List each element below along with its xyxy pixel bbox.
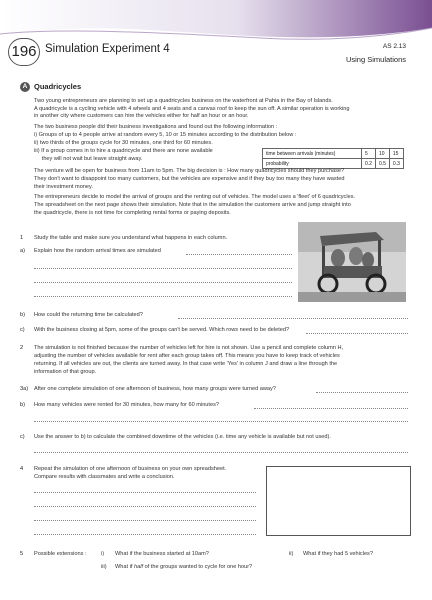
question-text: Explain how the random arrival times are simulated <box>34 248 161 254</box>
page-number: 196 <box>8 38 40 66</box>
question-number: 1 <box>20 235 24 241</box>
question-label: b) <box>20 402 25 408</box>
question-text: adjusting the number of vehicles available for rent after each group takes off. This means you have to keep track of vehicles <box>34 353 340 359</box>
answer-line[interactable] <box>316 392 408 393</box>
fact-line: they will not wait but leave straight away. <box>34 156 143 162</box>
answer-line[interactable] <box>34 506 256 507</box>
question-text: Compare results with classmates and write a conclusion. <box>34 474 175 480</box>
answer-line[interactable] <box>34 268 292 269</box>
table-cell: probability <box>263 159 362 169</box>
question-label: a) <box>20 248 25 254</box>
header-band <box>0 0 432 80</box>
question-text: After one complete simulation of one afternoon of business, how many groups were turned away? <box>34 386 276 392</box>
page-title: Simulation Experiment 4 <box>45 43 170 55</box>
answer-line[interactable] <box>34 282 292 283</box>
venture-line: their investment money. <box>34 184 93 190</box>
quadricycle-photo-icon <box>298 222 406 302</box>
extension-label: i) <box>101 551 105 557</box>
question-text: Possible extensions : <box>34 551 87 557</box>
question-text: information of that group. <box>34 369 97 375</box>
fact-line: ii) two thirds of the groups cycle for 30 minutes, one third for 60 minutes. <box>34 140 213 146</box>
answer-line[interactable] <box>34 520 256 521</box>
intro-line: The two business people did their business investigations and found out the following information : <box>34 124 278 130</box>
table-cell: 0.3 <box>389 159 403 169</box>
question-text: Use the answer to b) to calculate the combined downtime of the vehicles (i.e. time any vehicle is available but not used). <box>34 434 331 440</box>
table-cell: 10 <box>375 149 389 159</box>
extension-text: What if they had 5 vehicles? <box>303 551 373 557</box>
question-number: 2 <box>20 345 24 351</box>
answer-line[interactable] <box>34 492 256 493</box>
extension-text-pre: What if <box>115 564 133 570</box>
intro-line: in another city where customers can hire the vehicles either for half an hour or an hour. <box>34 113 249 119</box>
probability-table <box>262 148 404 169</box>
venture-line: the quadricycle, there is not time for completing rental forms or paying deposits. <box>34 210 231 216</box>
question-text: How many vehicles were rented for 30 minutes, how many for 60 minutes? <box>34 402 219 408</box>
extension-text-post: of the groups wanted to cycle for one hour? <box>144 564 253 570</box>
question-number: 4 <box>20 466 24 472</box>
chapter-subtitle: Using Simulations <box>345 55 406 64</box>
answer-box[interactable] <box>266 466 411 536</box>
fact-line: i) Groups of up to 4 people arrive at random every 5, 10 or 15 minutes according to the distribution below : <box>34 132 297 138</box>
question-label: c) <box>20 434 25 440</box>
table-cell: time between arrivals (minutes) <box>263 149 362 159</box>
fact-line: iii) If a group comes in to hire a quadricycle and there are none available <box>34 148 213 154</box>
question-text: How could the returning time be calculated? <box>34 312 143 318</box>
table-row <box>263 159 404 169</box>
table-cell: 5 <box>362 149 376 159</box>
section-title: Quadricycles <box>34 82 82 91</box>
table-cell: 15 <box>389 149 403 159</box>
question-text: The simulation is not finished because the number of vehicles left for hire is not shown. Use a pencil and complete column H, <box>34 345 344 351</box>
venture-line: The venture will be open for business from 11am to 5pm. The big decision is : How many quadricycles should they purchase? <box>34 168 345 174</box>
intro-line: A quadricycle is a cycling vehicle with 4 wheels and 4 seats and a canvas roof to keep the sun off. A similar operation is working <box>34 106 350 112</box>
answer-line[interactable] <box>254 408 408 409</box>
question-text: Repeat the simulation of one afternoon of business on your own spreadsheet. <box>34 466 227 472</box>
intro-line: Two young entrepreneurs are planning to set up a quadricycles business on the waterfront at Pahia in the Bay of Islands. <box>34 98 333 104</box>
table-row <box>263 149 404 159</box>
question-text: Study the table and make sure you understand what happens in each column. <box>34 235 228 241</box>
extension-label: ii) <box>289 551 294 557</box>
question-label: c) <box>20 327 25 333</box>
venture-line: The spreadsheet on the next page shows their simulation. Note that in the simulation the customers arrive and jump straight into <box>34 202 351 208</box>
venture-line: The entrepreneurs decide to model the arrival of groups and the renting out of vehicles. The model uses a 'fleet' of 6 quadricycles. <box>34 194 356 200</box>
venture-line: They don't want to disappoint too many customers, but the vehicles are expensive and if they buy too many they have wasted <box>34 176 345 182</box>
answer-line[interactable] <box>186 254 292 255</box>
table-cell: 0.5 <box>375 159 389 169</box>
question-number: 5 <box>20 551 24 557</box>
answer-line[interactable] <box>306 333 408 334</box>
answer-line[interactable] <box>34 534 256 535</box>
answer-line[interactable] <box>34 296 292 297</box>
answer-line[interactable] <box>178 318 408 319</box>
section-badge: A <box>20 82 30 92</box>
table-cell: 0.2 <box>362 159 376 169</box>
extension-text: What if the business started at 10am? <box>115 551 209 557</box>
answer-line[interactable] <box>34 421 408 422</box>
extension-label: iii) <box>101 564 107 570</box>
question-label: 3a) <box>20 386 29 392</box>
question-text: With the business closing at 5pm, some of the groups can't be served. Which rows need to be deleted? <box>34 327 290 333</box>
question-label: b) <box>20 312 25 318</box>
quadricycle-photo <box>298 222 406 302</box>
standard-code: AS 2.13 <box>382 43 406 50</box>
answer-line[interactable] <box>34 452 408 453</box>
question-text: returning. If all vehicles are out, the clients are turned away. In that case write 'Yes' in column J and draw a line through the <box>34 361 338 367</box>
extension-text-em: half <box>133 564 144 570</box>
extension-text <box>115 564 252 571</box>
